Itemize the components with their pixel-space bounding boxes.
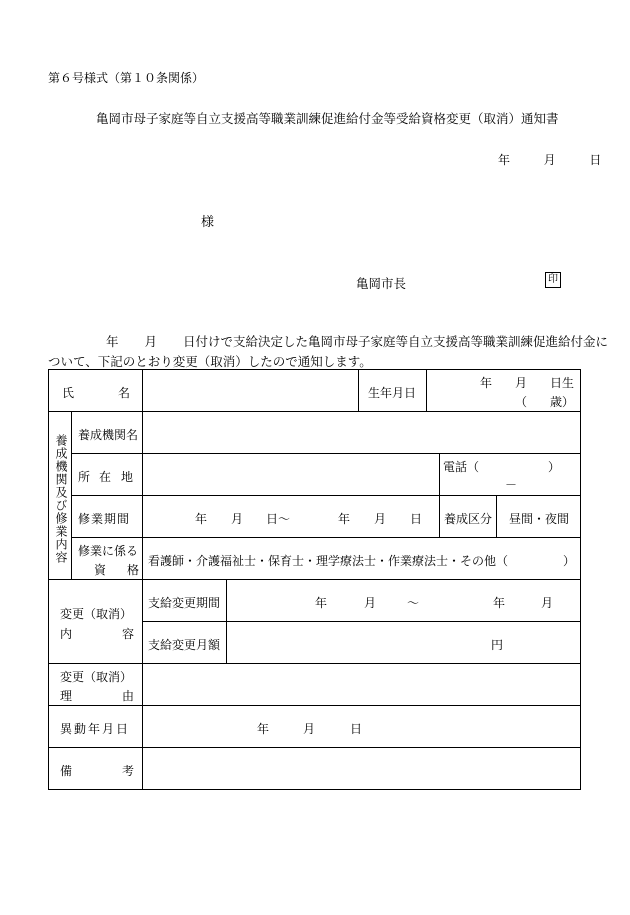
address-label: 所 在 地 [72, 454, 143, 496]
qualification-field[interactable]: 看護師・介護福祉士・保育士・理学療法士・作業療法士・その他（ ） [143, 538, 581, 580]
remarks-field[interactable] [143, 748, 581, 790]
address-field[interactable] [143, 454, 440, 496]
name-label-cell: 氏 名 [48, 369, 143, 412]
institution-name-label: 養成機関名 [72, 412, 143, 454]
document-title: 亀岡市母子家庭等自立支援高等職業訓練促進給付金等受給資格変更（取消）通知書 [96, 111, 559, 126]
institution-name-field[interactable] [143, 412, 581, 454]
change-notice-table [48, 369, 581, 790]
addressee-suffix: 様 [201, 215, 215, 230]
remarks-label: 備 考 [48, 748, 143, 790]
birth-label-cell: 生年月日 [359, 369, 427, 412]
course-type-field[interactable]: 昼間・夜間 [497, 496, 581, 538]
reason-label: 変更（取消） 理 由 [48, 664, 143, 706]
move-date-field[interactable]: 年 月 日 [143, 706, 581, 748]
issue-date-year: 年 [498, 153, 511, 167]
period-label: 修業期間 [72, 496, 143, 538]
issuer-name: 亀岡市長 [356, 276, 407, 291]
payment-period-field[interactable]: 年 月 ～ 年 月 [227, 580, 581, 622]
payment-period-label: 支給変更期間 [143, 580, 227, 622]
notice-body [48, 332, 609, 372]
institution-group-label: 養成機関及び修業内容 [48, 412, 72, 580]
name-field[interactable] [143, 369, 359, 412]
seal-mark: 印 [545, 272, 561, 288]
monthly-amount-field[interactable]: 円 [227, 622, 581, 664]
course-type-label: 養成区分 [440, 496, 497, 538]
notice-line-1: 年 月 日付けで支給決定した亀岡市母子家庭等自立支援高等職業訓練促進給付金に [106, 334, 609, 349]
notice-line-2: ついて、下記のとおり変更（取消）したので通知します。 [48, 354, 372, 369]
issue-date [498, 151, 601, 168]
period-field[interactable]: 年 月 日～ 年 月 日 [143, 496, 440, 538]
monthly-amount-label: 支給変更月額 [143, 622, 227, 664]
reason-field[interactable] [143, 664, 581, 706]
issue-date-day: 日 [589, 153, 602, 167]
qualification-label: 修業に係る 資 格 [72, 538, 143, 580]
move-date-label: 異動年月日 [48, 706, 143, 748]
issue-date-month: 月 [543, 153, 556, 167]
phone-field[interactable]: 電話（ ） － [440, 454, 581, 496]
birth-date-field[interactable]: 年 月 日生 （ 歳） [427, 369, 581, 412]
form-number: 第６号様式（第１０条関係） [48, 71, 205, 85]
change-content-label: 変更（取消） 内 容 [48, 580, 143, 664]
